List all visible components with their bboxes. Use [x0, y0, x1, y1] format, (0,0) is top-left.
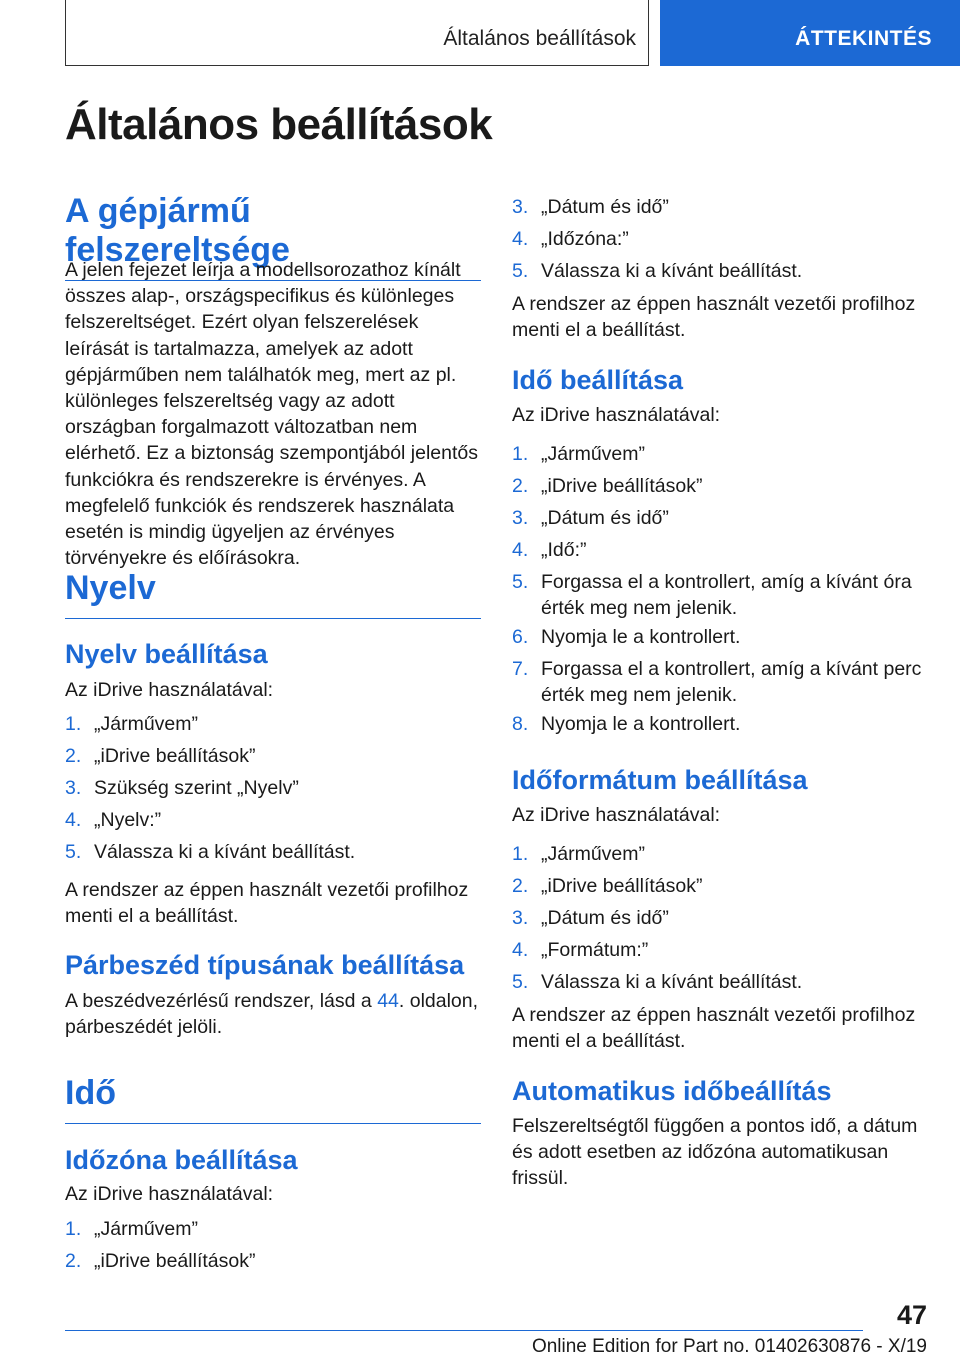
- list-item-number: 4.: [512, 939, 529, 961]
- list-item-text: Nyomja le a kontrollert.: [541, 626, 741, 648]
- list-item-number: 5.: [65, 841, 82, 863]
- page-title: Általános beállítások: [65, 100, 493, 149]
- list-item-number: 3.: [512, 507, 529, 529]
- section-title-time: Idő: [65, 1074, 481, 1124]
- list-item: [512, 905, 928, 931]
- list-item-text: „Formátum:”: [541, 939, 649, 961]
- list-item-number: 3.: [65, 777, 82, 799]
- page-reference-link[interactable]: 44: [377, 990, 399, 1012]
- header-chapter-tab: [660, 0, 960, 66]
- list-item-text: „iDrive beállítások”: [94, 1250, 256, 1272]
- list-item: [65, 775, 481, 801]
- list-item-number: 6.: [512, 626, 529, 648]
- list-item-text: Válassza ki a kívánt beállítást.: [541, 971, 803, 993]
- list-item-number: 2.: [65, 745, 82, 767]
- list-item-text: Válassza ki a kívánt beállítást.: [541, 260, 803, 282]
- list-item: [65, 743, 481, 769]
- timezone-note: A rendszer az éppen használt vezetői profilhoz menti el a beállítást.: [512, 293, 916, 342]
- list-item-text: Nyomja le a kontrollert.: [541, 713, 741, 735]
- list-item: [512, 873, 928, 899]
- header-chapter-label: ÁTTEKINTÉS: [795, 27, 932, 50]
- list-item-text: „Dátum és idő”: [541, 507, 669, 529]
- subsection-title-dialog-type: Párbeszéd típusának beállítása: [65, 950, 465, 980]
- list-item: [65, 807, 481, 833]
- list-item-text: „Időzóna:”: [541, 228, 629, 250]
- list-item: [512, 711, 928, 737]
- subsection-title-time-format: Időformátum beállítása: [512, 765, 808, 795]
- footer-edition: Online Edition for Part no. 01402630876 - X/19: [531, 1336, 927, 1357]
- equipment-paragraph: A jelen fejezet leírja a modellsorozathoz kínált összes alap-, országspecifikus és különleges felszereltséget. Ezért olyan felszerelések leírását is tartalmazza, amelyek az adott gépjárműben nem találhatók meg, mert az pl. különleges felszereltség vagy az adott országban forgalmazott változatban nem elérhető. Ez a biztonság szempontjából jelentős funkciókra és rendszerekre is érvényes. A megfelelő funkciók és rendszerek használata esetén is mindig ügyeljen az érvényes törvényekre és előírásokra.: [65, 259, 479, 570]
- list-item: [512, 656, 928, 708]
- dialog-paragraph: A beszédvezérlésű rendszer, lásd a 44. oldalon, párbeszédét jelöli.: [65, 990, 479, 1039]
- list-item-number: 1.: [65, 1218, 82, 1240]
- footer-divider: [65, 1330, 863, 1331]
- list-item: [65, 1248, 481, 1274]
- timezone-intro: Az iDrive használatával:: [65, 1183, 274, 1205]
- list-item-text: Forgassa el a kontrollert, amíg a kívánt perc érték meg nem jelenik.: [541, 658, 922, 707]
- list-item-number: 5.: [512, 571, 529, 593]
- list-item-number: 1.: [512, 843, 529, 865]
- list-item: [512, 969, 928, 995]
- list-item-text: Válassza ki a kívánt beállítást.: [94, 841, 356, 863]
- list-item-text: „Járművem”: [541, 843, 646, 865]
- list-item-text: „Dátum és idő”: [541, 196, 669, 218]
- list-item-number: 4.: [65, 809, 82, 831]
- list-item-text: „Járművem”: [541, 443, 646, 465]
- list-item-text: „Járművem”: [94, 1218, 199, 1240]
- page-number: 47: [896, 1300, 927, 1330]
- list-item-number: 8.: [512, 713, 529, 735]
- list-item: [512, 569, 928, 621]
- list-item: [512, 226, 928, 252]
- list-item-number: 2.: [512, 475, 529, 497]
- format-note: A rendszer az éppen használt vezetői profilhoz menti el a beállítást.: [512, 1004, 916, 1053]
- list-item-text: „Nyelv:”: [94, 809, 162, 831]
- list-item: [512, 841, 928, 867]
- header-section-tab: [65, 0, 649, 66]
- list-item: [512, 937, 928, 963]
- list-item-number: 2.: [65, 1250, 82, 1272]
- subsection-title-timezone: Időzóna beállítása: [65, 1145, 298, 1175]
- list-item-number: 5.: [512, 260, 529, 282]
- language-intro: Az iDrive használatával:: [65, 679, 274, 701]
- subsection-title-auto-time: Automatikus időbeállítás: [512, 1076, 832, 1106]
- list-item: [65, 1216, 481, 1242]
- list-item-number: 3.: [512, 907, 529, 929]
- list-item: [512, 258, 928, 284]
- list-item-text: „Dátum és idő”: [541, 907, 669, 929]
- list-item: [512, 624, 928, 650]
- list-item-number: 5.: [512, 971, 529, 993]
- list-item-number: 2.: [512, 875, 529, 897]
- list-item-text: Forgassa el a kontrollert, amíg a kívánt óra érték meg nem jelenik.: [541, 571, 912, 620]
- list-item: [512, 473, 928, 499]
- auto-time-paragraph: Felszereltségtől függően a pontos idő, a dátum és adott esetben az időzóna automatikusan frissül.: [512, 1115, 918, 1190]
- list-item-number: 3.: [512, 196, 529, 218]
- list-item-number: 4.: [512, 228, 529, 250]
- list-item: [512, 505, 928, 531]
- list-item: [512, 537, 928, 563]
- language-note: A rendszer az éppen használt vezetői profilhoz menti el a beállítást.: [65, 879, 469, 928]
- list-item-text: „Idő:”: [541, 539, 587, 561]
- section-title-language: Nyelv: [65, 569, 481, 619]
- time-intro: Az iDrive használatával:: [512, 404, 721, 426]
- list-item-text: Szükség szerint „Nyelv”: [94, 777, 299, 799]
- list-item-number: 1.: [65, 713, 82, 735]
- subsection-title-language-setting: Nyelv beállítása: [65, 639, 268, 669]
- list-item-text: „iDrive beállítások”: [94, 745, 256, 767]
- list-item-text: „iDrive beállítások”: [541, 875, 703, 897]
- section-title-equipment: A gépjármű felszereltsége: [65, 192, 481, 281]
- list-item: [512, 194, 928, 220]
- list-item-text: „iDrive beállítások”: [541, 475, 703, 497]
- list-item: [65, 839, 481, 865]
- list-item: [65, 711, 481, 737]
- list-item-text: „Járművem”: [94, 713, 199, 735]
- subsection-title-time-setting: Idő beállítása: [512, 365, 684, 395]
- list-item: [512, 441, 928, 467]
- list-item-number: 1.: [512, 443, 529, 465]
- header-section-label: Általános beállítások: [443, 27, 636, 50]
- list-item-number: 4.: [512, 539, 529, 561]
- list-item-number: 7.: [512, 658, 529, 680]
- format-intro: Az iDrive használatával:: [512, 804, 721, 826]
